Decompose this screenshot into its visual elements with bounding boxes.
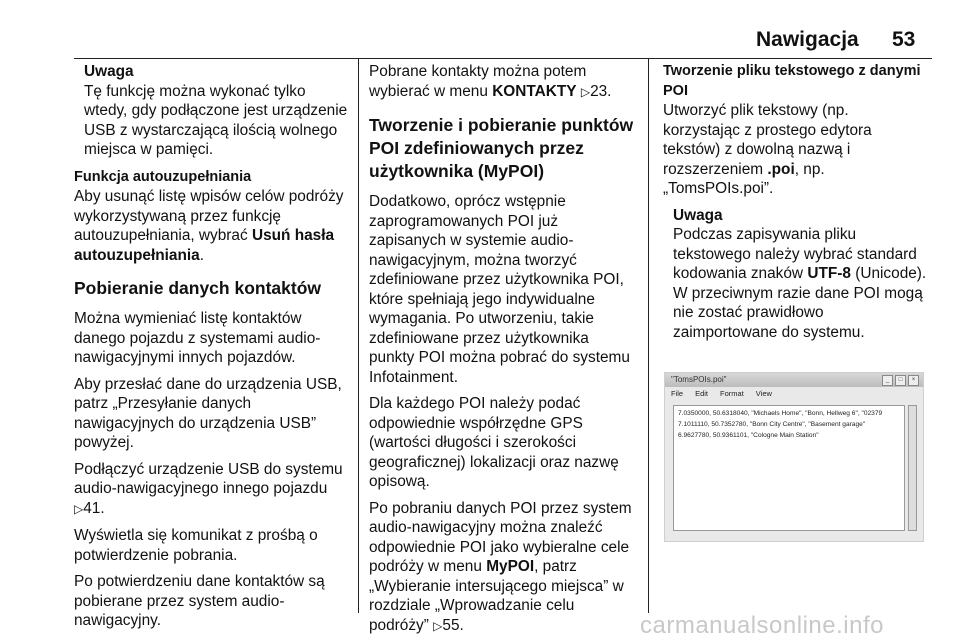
section-heading-mypoi: Tworzenie i pobieranie punktów POI zdefiniowanych przez użytkownika (MyPOI)	[369, 115, 634, 181]
note-text: Podczas zapisywania pliku tekstowego należy wybrać standard kodowania znaków	[673, 226, 917, 282]
encoding-name: UTF-8	[807, 265, 851, 282]
column-2	[369, 62, 637, 643]
page-reference[interactable]: ▷ 41.	[74, 500, 105, 517]
paragraph: Dodatkowo, oprócz wstępnie zaprogramowanych POI już zapisanych w systemie audio-nawigacyjnym, można tworzyć zdefiniowane przez użytkownika POI, które spełniają jego indywidualne wymagania. Po utworzeniu, takie zdefiniowane przez użytkownika punkty POI można pobrać do systemu Infotainment.	[369, 193, 630, 386]
paragraph: Wyświetla się komunikat z prośbą o potwierdzenie pobrania.	[74, 527, 318, 564]
file-extension: .poi	[767, 160, 795, 178]
paragraph	[74, 460, 350, 520]
close-icon: ×	[908, 375, 919, 386]
paragraph	[369, 62, 637, 102]
paragraph-text: Podłączyć urządzenie USB do systemu audio-nawigacyjnego innego pojazdu	[74, 460, 343, 497]
menu-name: KONTAKTY	[492, 82, 577, 100]
page-reference[interactable]: ▷ 23.	[581, 83, 612, 100]
watermark: carmanualsonline.info	[640, 612, 884, 639]
paragraph	[663, 62, 928, 199]
page-header-title: Nawigacja	[756, 28, 859, 51]
column-3	[663, 62, 928, 350]
menu-item-file: File	[671, 389, 684, 398]
paragraph-text: , patrz „Wybieranie intersującego miejsca” w rozdziale „Wprowadzanie celu podróży”	[369, 558, 624, 634]
autocomplete-title: Funkcja autouzupełniania	[74, 168, 252, 185]
menu-name: MyPOI	[486, 558, 535, 575]
subheading: Tworzenie pliku tekstowego z danymi POI	[663, 63, 921, 99]
maximize-icon: □	[895, 375, 906, 386]
menu-item-view: View	[755, 389, 772, 398]
poi-line: 7.0350000, 50.6318040, "Michaels Home", "Bonn, Hellweg 6", "02379	[678, 410, 883, 417]
note-box	[663, 206, 928, 343]
editor-scrollbar	[908, 405, 917, 531]
menu-item-edit: Edit	[695, 389, 709, 398]
header-rule	[74, 58, 932, 59]
paragraph: Aby przesłać dane do urządzenia USB, patrz „Przesyłanie danych nawigacyjnych do urządzenia USB” powyżej.	[74, 375, 342, 451]
poi-line: 7.1011110, 50.7352780, "Bonn City Centre", "Basement garage"	[678, 421, 866, 428]
paragraph: Po potwierdzeniu dane kontaktów są pobierane przez system audio-nawigacyjny.	[74, 573, 325, 629]
note-box	[74, 62, 350, 160]
autocomplete-text: Aby usunąć listę wpisów celów podróży wykorzystywaną przez funkcję autouzupełniania, wybrać	[74, 188, 344, 244]
section-heading-contacts: Pobieranie danych kontaktów	[74, 278, 321, 298]
editor-window-title: "TomsPOIs.poi"	[671, 375, 727, 384]
paragraph-text: Po pobraniu danych POI przez system audio-nawigacyjny można znaleźć odpowiednie POI jako wybieralne cele podróży w menu	[369, 499, 632, 575]
editor-title-bar	[665, 373, 923, 387]
autocomplete-section	[74, 168, 350, 266]
note-text: Tę funkcję można wykonać tylko wtedy, gdy podłączone jest urządzenie USB z wystarczającą ilością wolnego miejsca w pamięci.	[84, 82, 348, 158]
column-divider-2	[648, 58, 649, 613]
poi-line: 6.9627780, 50.9361101, "Cologne Main Station"	[678, 432, 819, 439]
editor-screenshot	[664, 372, 924, 542]
note-title: Uwaga	[84, 63, 134, 80]
note-title: Uwaga	[673, 206, 723, 224]
paragraph-text: , np. „TomsPOIs.poi”.	[663, 160, 825, 197]
paragraph: Można wymieniać listę kontaktów danego pojazdu z systemami audio-nawigacyjnymi innych pojazdów.	[74, 310, 321, 366]
paragraph	[369, 499, 637, 637]
minimize-icon: _	[882, 375, 893, 386]
autocomplete-end: .	[199, 246, 204, 264]
window-controls	[882, 375, 919, 386]
menu-item-format: Format	[720, 389, 744, 398]
page-number: 53	[892, 28, 916, 51]
column-1	[74, 62, 350, 638]
paragraph-text: Utworzyć plik tekstowy (np. korzystając z prostego edytora tekstów) z dowolną nazwą i rozszerzeniem	[663, 102, 872, 178]
paragraph: Dla każdego POI należy podać odpowiednie współrzędne GPS (wartości długości i szerokości geograficznej) lokalizacji oraz nazwę opisową.	[369, 395, 619, 490]
autocomplete-option: Usuń hasła autouzupełniania	[74, 227, 335, 264]
note-text: (Unicode). W przeciwnym razie dane POI mogą nie zostać prawidłowo zaimportowane do systemu.	[673, 265, 927, 341]
editor-menu-bar	[665, 387, 923, 400]
column-divider-1	[358, 58, 359, 613]
paragraph-text: Pobrane kontakty można potem wybierać w menu	[369, 63, 587, 100]
editor-text-area	[673, 405, 905, 531]
page-reference[interactable]: ▷ 55.	[433, 617, 464, 634]
